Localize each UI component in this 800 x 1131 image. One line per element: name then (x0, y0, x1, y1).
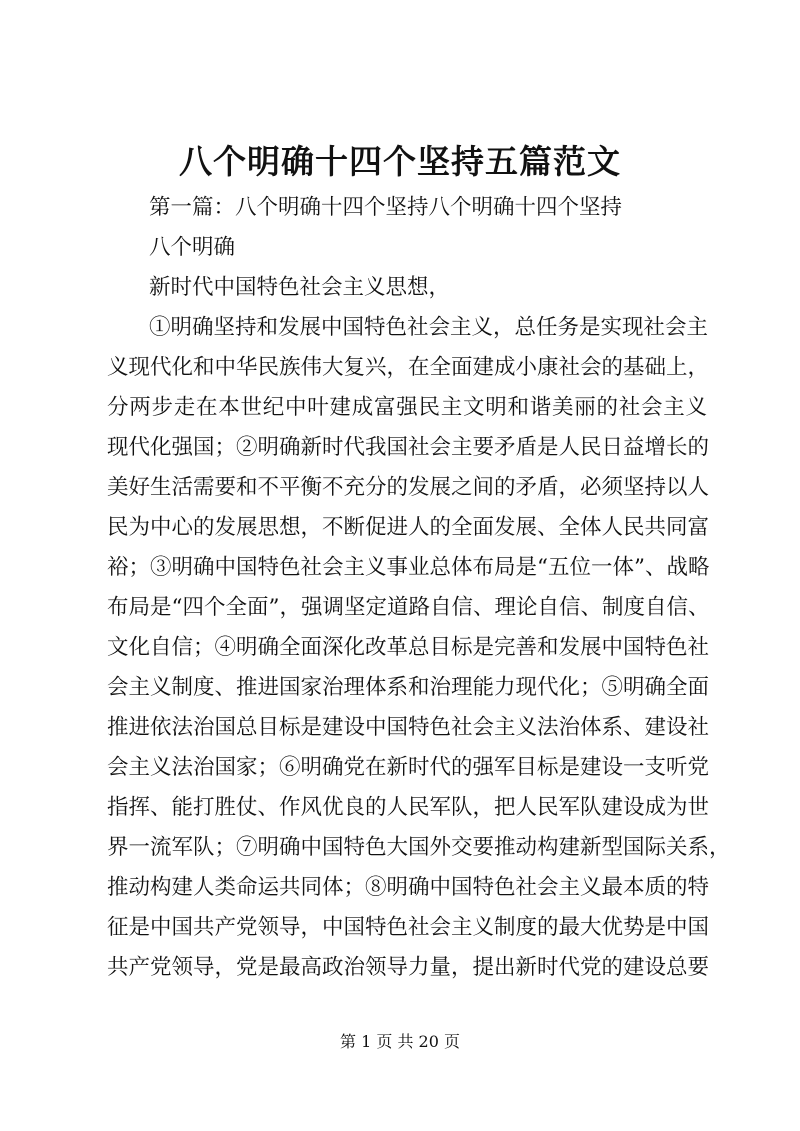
body-line: 推动构建人类命运共同体；⑧明确中国特色社会主义最本质的特 (107, 875, 710, 900)
body-line: 裕；③明确中国特色社会主义事业总体布局是“五位一体”、战略 (107, 555, 710, 580)
body-line: 义现代化和中华民族伟大复兴，在全面建成小康社会的基础上， (107, 355, 710, 380)
body-line: 指挥、能打胜仗、作风优良的人民军队，把人民军队建设成为世 (107, 795, 710, 820)
body-line: ①明确坚持和发展中国特色社会主义，总任务是实现社会主 (149, 315, 709, 340)
section-heading: 第一篇：八个明确十四个坚持八个明确十四个坚持 (149, 195, 623, 220)
body-line: 美好生活需要和不平衡不充分的发展之间的矛盾，必须坚持以人 (107, 475, 710, 500)
body-line: 现代化强国；②明确新时代我国社会主要矛盾是人民日益增长的 (107, 435, 710, 460)
body-line: 界一流军队；⑦明确中国特色大国外交要推动构建新型国际关系， (107, 835, 731, 860)
body-line: 共产党领导，党是最高政治领导力量，提出新时代党的建设总要 (107, 955, 710, 980)
body-line: 会主义制度、推进国家治理体系和治理能力现代化；⑤明确全面 (107, 675, 710, 700)
intro-line: 新时代中国特色社会主义思想， (149, 275, 451, 300)
body-line: 推进依法治国总目标是建设中国特色社会主义法治体系、建设社 (107, 715, 710, 740)
document-title: 八个明确十四个坚持五篇范文 (179, 142, 621, 181)
body-line: 征是中国共产党领导，中国特色社会主义制度的最大优势是中国 (107, 915, 710, 940)
body-line: 会主义法治国家；⑥明确党在新时代的强军目标是建设一支听党 (107, 755, 710, 780)
body-line: 布局是“四个全面”，强调坚定道路自信、理论自信、制度自信、 (107, 595, 710, 620)
body-line: 民为中心的发展思想，不断促进人的全面发展、全体人民共同富 (107, 515, 710, 540)
body-line: 文化自信；④明确全面深化改革总目标是完善和发展中国特色社 (107, 635, 710, 660)
body-line: 分两步走在本世纪中叶建成富强民主文明和谐美丽的社会主义 (107, 395, 707, 420)
page-footer: 第 1 页 共 20 页 (340, 1032, 460, 1051)
subheading: 八个明确 (149, 235, 236, 260)
